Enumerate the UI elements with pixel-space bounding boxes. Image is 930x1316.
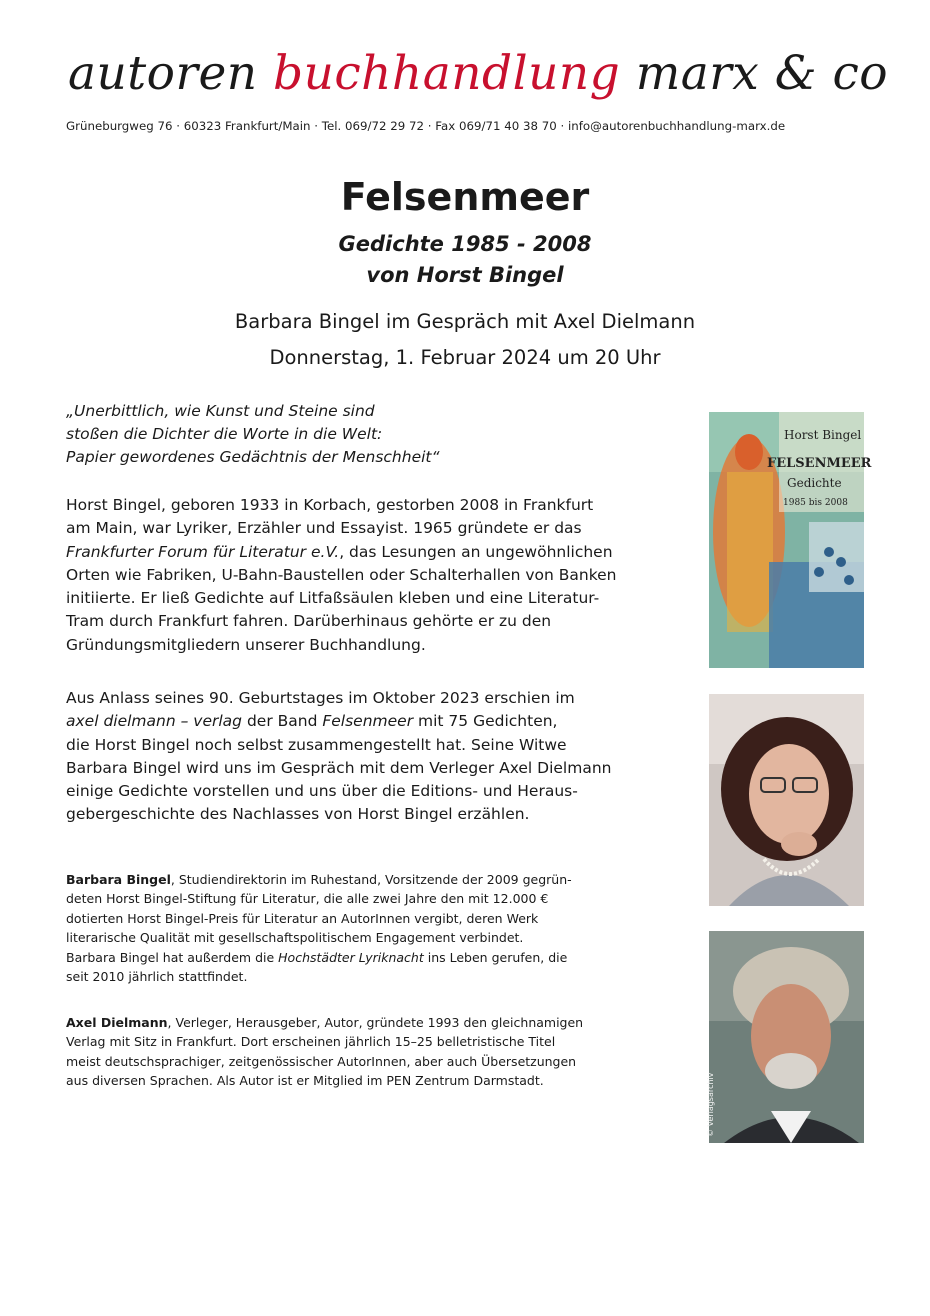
cover-title: FELSENMEER — [767, 456, 872, 471]
cover-years: 1985 bis 2008 — [783, 498, 848, 508]
paragraph-line: einige Gedichte vorstellen und uns über die Editions- und Heraus- — [66, 782, 578, 801]
bio-line: seit 2010 jährlich stattfindet. — [66, 969, 248, 985]
book-cover-image — [709, 412, 872, 668]
cover-subtitle: Gedichte — [787, 476, 842, 490]
event-datetime: Donnerstag, 1. Februar 2024 um 20 Uhr — [269, 346, 661, 369]
paragraph-line: Horst Bingel, geboren 1933 in Korbach, gestorben 2008 in Frankfurt — [66, 496, 594, 514]
paragraph-line: Tram durch Frankfurt fahren. Darüberhinaus gehörte er zu den — [66, 612, 552, 631]
portrait-man-illustration — [709, 931, 864, 1143]
bio-line: literarische Qualität mit gesellschaftspolitischem Engagement verbindet. — [66, 930, 524, 946]
paragraph-line: Aus Anlass seines 90. Geburtstages im Oktober 2023 erschien im — [66, 689, 575, 707]
paragraph-line: Orten wie Fabriken, U-Bahn-Baustellen oder Schalterhallen von Banken — [66, 565, 617, 584]
paragraph-line: die Horst Bingel noch selbst zusammengestellt hat. Seine Witwe — [66, 735, 567, 754]
logo-word-marx-co: marx & co — [635, 46, 889, 101]
paragraph-line: Barbara Bingel wird uns im Gespräch mit dem Verleger Axel Dielmann — [66, 758, 612, 777]
portrait-woman-illustration — [709, 694, 864, 906]
quote-line: Papier gewordenes Gedächtnis der Menschheit“ — [66, 448, 440, 466]
bio-line: Barbara Bingel, Studiendirektorin im Ruhestand, Vorsitzende der 2009 gegrün- — [66, 872, 572, 887]
bio-line: aus diversen Sprachen. Als Autor ist er Mitglied im PEN Zentrum Darmstadt. — [66, 1073, 544, 1089]
portrait-barbara-bingel — [709, 694, 864, 906]
paragraph-line: Frankfurter Forum für Literatur e.V., das Lesungen an ungewöhnlichen — [66, 542, 613, 561]
paragraph-line: Gründungsmitgliedern unserer Buchhandlung. — [66, 635, 426, 654]
cover-author: Horst Bingel — [784, 428, 862, 442]
paragraph-line: gebergeschichte des Nachlasses von Horst Bingel erzählen. — [66, 805, 530, 824]
event-subtitle-author: von Horst Bingel — [366, 263, 564, 287]
paragraph-line: am Main, war Lyriker, Erzähler und Essayist. 1965 gründete er das — [66, 519, 582, 538]
quote-block — [66, 400, 676, 469]
paragraph-line: initiierte. Er ließ Gedichte auf Litfaßsäulen kleben und eine Literatur- — [66, 589, 600, 608]
quote-line: stoßen die Dichter die Worte in die Welt: — [66, 425, 383, 443]
bio-name: Barbara Bingel — [66, 872, 171, 887]
book-paragraph — [66, 687, 676, 827]
bio-line: deten Horst Bingel-Stiftung für Literatur, die alle zwei Jahre den mit 12.000 € — [66, 891, 549, 907]
bookstore-logo — [68, 44, 888, 104]
event-name: Hochstädter Lyriknacht — [278, 949, 424, 965]
bio-barbara-bingel — [66, 870, 676, 986]
bio-line: meist deutschsprachiger, zeitgenössischer AutorInnen, aber auch Übersetzungen — [66, 1053, 577, 1069]
portrait-axel-dielmann — [706, 931, 864, 1143]
cover-art-illustration — [709, 412, 864, 668]
bio-line: Verlag mit Sitz in Frankfurt. Dort erscheinen jährlich 15–25 belletristische Titel — [66, 1034, 556, 1050]
forum-name: Frankfurter Forum für Literatur e.V. — [66, 542, 340, 561]
quote-line: „Unerbittlich, wie Kunst und Steine sind — [66, 402, 375, 420]
event-title: Felsenmeer — [340, 175, 590, 219]
bio-name: Axel Dielmann — [66, 1015, 168, 1030]
bio-line: dotierten Horst Bingel-Preis für Literatur an AutorInnen vergibt, deren Werk — [66, 910, 539, 926]
bio-paragraph-horst — [66, 494, 676, 657]
logo-word-buchhandlung: buchhandlung — [272, 46, 621, 101]
logo-word-autoren: autoren — [68, 46, 258, 101]
photo-credit: © Verlagsarchiv — [706, 1072, 715, 1137]
event-subtitle-years: Gedichte 1985 - 2008 — [338, 232, 592, 256]
paragraph-line: axel dielmann – verlag der Band Felsenmeer mit 75 Gedichten, — [66, 712, 558, 731]
address-line: Grüneburgweg 76 · 60323 Frankfurt/Main · Tel. 069/72 29 72 · Fax 069/71 40 38 70 · info@autorenbuchhandlung-marx.de — [66, 119, 786, 133]
bio-line: Axel Dielmann, Verleger, Herausgeber, Autor, gründete 1993 den gleichnamigen — [66, 1015, 584, 1030]
bio-axel-dielmann — [66, 1013, 676, 1091]
book-title: Felsenmeer — [322, 712, 414, 731]
event-conversation: Barbara Bingel im Gespräch mit Axel Dielmann — [234, 310, 696, 333]
bio-line: Barbara Bingel hat außerdem die Hochstädter Lyriknacht ins Leben gerufen, die — [66, 949, 568, 965]
publisher-name: axel dielmann – verlag — [66, 712, 243, 731]
